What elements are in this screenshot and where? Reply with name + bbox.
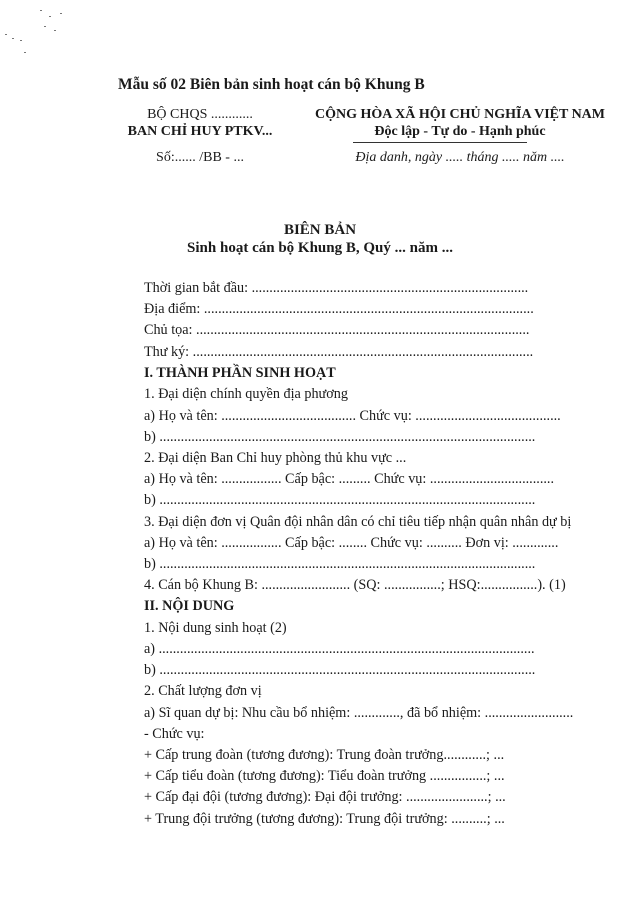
doc-subtitle: Sinh hoạt cán bộ Khung B, Quý ... năm ... — [187, 240, 453, 256]
regiment-line: + Cấp trung đoàn (tương đương): Trung đoàn trưởng............; ... — [144, 747, 505, 763]
item-4-line: 4. Cán bộ Khung B: ......................... (SQ: ................; HSQ:................). (1) — [144, 577, 566, 593]
header-number-line: Số:...... /BB - ... — [156, 150, 244, 165]
position-heading: - Chức vụ: — [144, 726, 205, 742]
platoon-line: + Trung đội trưởng (tương đương): Trung đội trưởng: ..........; ... — [144, 811, 505, 827]
content-heading: 1. Nội dung sinh hoạt (2) — [144, 620, 287, 636]
content-a-line: a) .......................................................................................................... — [144, 641, 535, 657]
header-unit-line: BAN CHỈ HUY PTKV... — [127, 124, 273, 139]
section-2-heading: II. NỘI DUNG — [144, 598, 235, 614]
section-1-heading: I. THÀNH PHẦN SINH HOẠT — [144, 365, 336, 381]
start-time-line: Thời gian bắt đầu: .............................................................................. — [144, 280, 529, 296]
item-1a-line: a) Họ và tên: ...................................... Chức vụ: ......................................... — [144, 408, 561, 424]
item-3b-line: b) .......................................................................................................... — [144, 556, 536, 572]
location-line: Địa điểm: ............................................................................................. — [144, 301, 534, 317]
header-org-line: BỘ CHQS ............ — [147, 107, 253, 122]
header-place-date: Địa danh, ngày ..... tháng ..... năm .... — [355, 150, 565, 165]
chair-line: Chủ tọa: .............................................................................................. — [144, 322, 530, 338]
battalion-line: + Cấp tiểu đoàn (tương đương): Tiểu đoàn trưởng ................; ... — [144, 768, 505, 784]
form-title: Mẫu số 02 Biên bản sinh hoạt cán bộ Khung B — [118, 76, 425, 93]
item-2a-line: a) Họ và tên: ................. Cấp bậc: ......... Chức vụ: ................................... — [144, 471, 555, 487]
header-motto: Độc lập - Tự do - Hạnh phúc — [374, 124, 546, 139]
header-nation: CỘNG HÒA XÃ HỘI CHỦ NGHĨA VIỆT NAM — [314, 107, 605, 122]
reserve-officer-line: a) Sĩ quan dự bị: Nhu cầu bổ nhiệm: ............., đã bổ nhiệm: ......................... — [144, 705, 574, 721]
item-1-heading: 1. Đại diện chính quyền địa phương — [144, 386, 348, 402]
item-3-heading: 3. Đại diện đơn vị Quân đội nhân dân có chỉ tiêu tiếp nhận quân nhân dự bị — [144, 514, 572, 530]
item-2b-line: b) .......................................................................................................... — [144, 492, 536, 508]
doc-title: BIÊN BẢN — [283, 222, 357, 238]
item-1b-line: b) .......................................................................................................... — [144, 429, 536, 445]
item-2-heading: 2. Đại diện Ban Chỉ huy phòng thủ khu vực ... — [144, 450, 407, 466]
scan-specks — [4, 8, 64, 58]
company-line: + Cấp đại đội (tương đương): Đại đội trưởng: .......................; ... — [144, 789, 506, 805]
item-3a-line: a) Họ và tên: ................. Cấp bậc: ........ Chức vụ: .......... Đơn vị: ............. — [144, 535, 559, 551]
quality-heading: 2. Chất lượng đơn vị — [144, 683, 262, 699]
secretary-line: Thư ký: ................................................................................................ — [144, 344, 534, 360]
content-b-line: b) .......................................................................................................... — [144, 662, 536, 678]
motto-underline — [353, 142, 527, 143]
